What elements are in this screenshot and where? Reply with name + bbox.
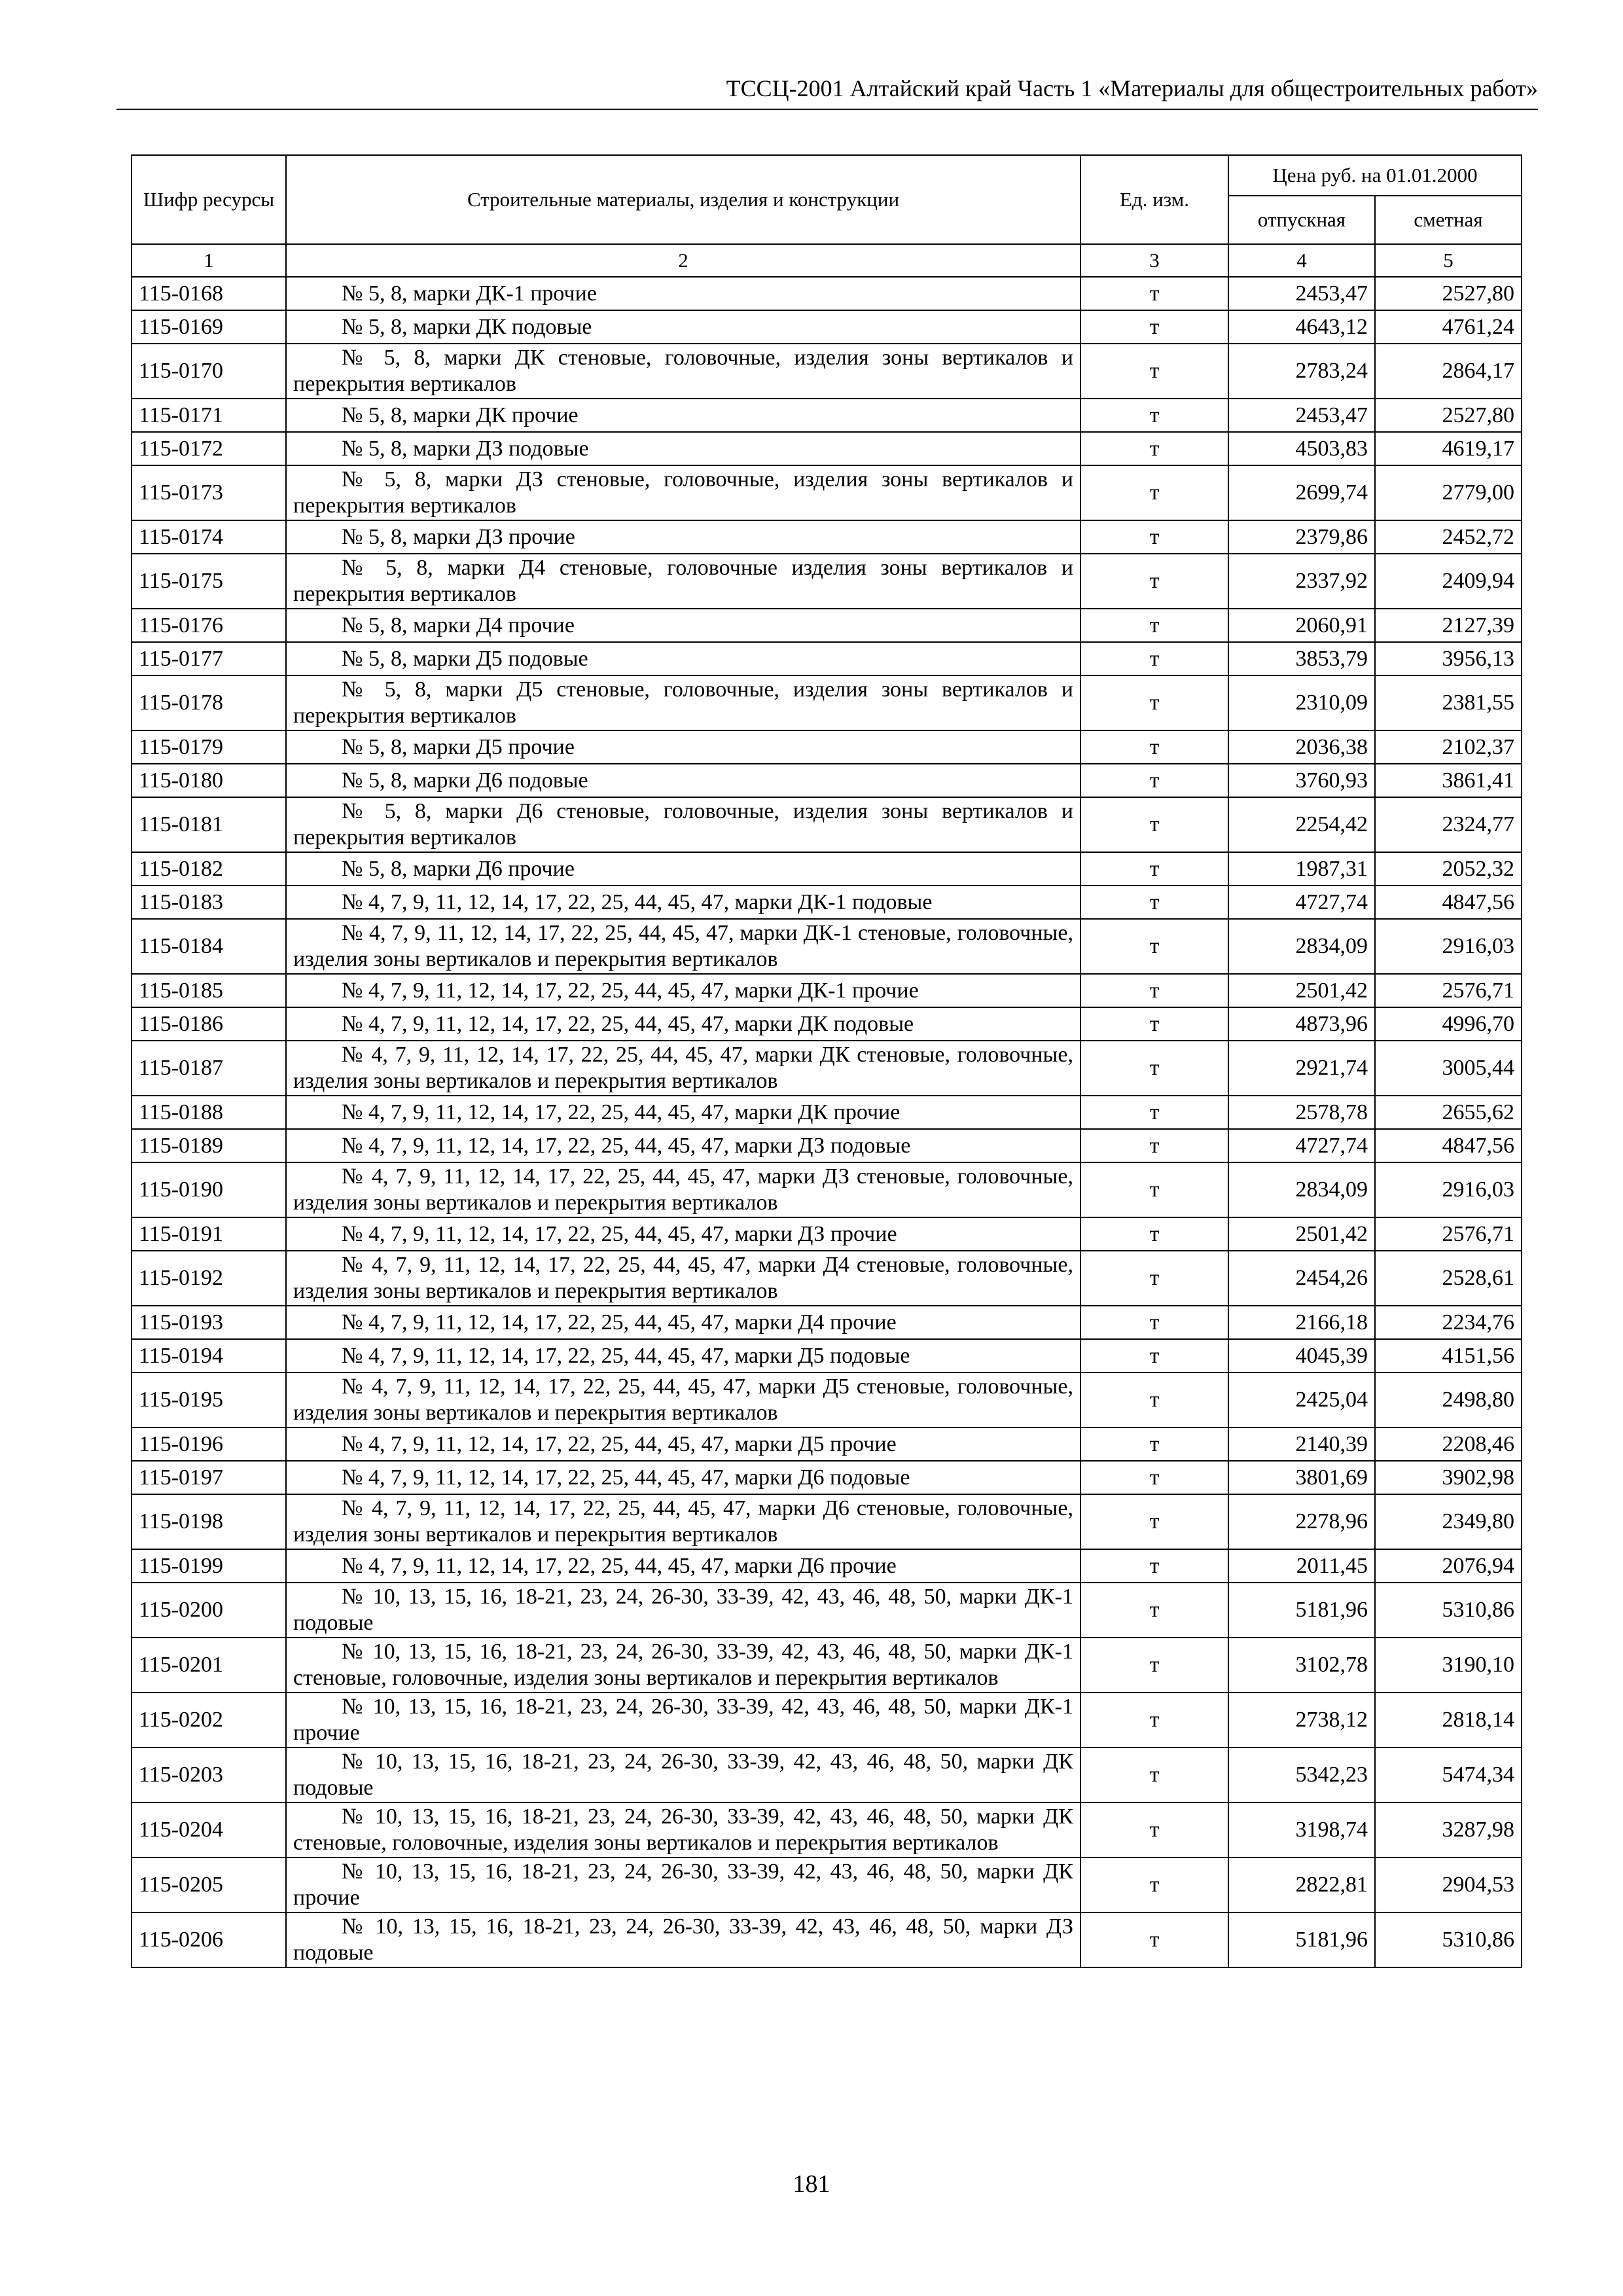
price-release: 5181,96 bbox=[1228, 1912, 1375, 1967]
table-row bbox=[132, 520, 1522, 554]
resource-code: 115-0192 bbox=[132, 1251, 286, 1306]
price-estimate: 2498,80 bbox=[1375, 1372, 1522, 1427]
unit-of-measure: т bbox=[1080, 1129, 1228, 1162]
resource-code: 115-0172 bbox=[132, 432, 286, 465]
resource-code: 115-0191 bbox=[132, 1217, 286, 1251]
material-name: № 4, 7, 9, 11, 12, 14, 17, 22, 25, 44, 45, 47, марки ДК-1 прочие bbox=[286, 974, 1080, 1007]
price-estimate: 4151,56 bbox=[1375, 1339, 1522, 1372]
resource-code: 115-0193 bbox=[132, 1306, 286, 1339]
col-header-price-release: отпускная bbox=[1228, 196, 1375, 244]
table-row bbox=[132, 1494, 1522, 1549]
price-estimate: 4761,24 bbox=[1375, 310, 1522, 344]
material-name: № 5, 8, марки ДК стеновые, головочные, изделия зоны вертикалов и перекрытия вертикалов bbox=[286, 344, 1080, 399]
table-row bbox=[132, 1129, 1522, 1162]
price-estimate: 5310,86 bbox=[1375, 1583, 1522, 1638]
price-release: 2578,78 bbox=[1228, 1096, 1375, 1129]
price-estimate: 2208,46 bbox=[1375, 1427, 1522, 1461]
price-release: 2501,42 bbox=[1228, 1217, 1375, 1251]
table-row bbox=[132, 730, 1522, 764]
resource-code: 115-0188 bbox=[132, 1096, 286, 1129]
col-header-name: Строительные материалы, изделия и конструкции bbox=[286, 155, 1080, 244]
unit-of-measure: т bbox=[1080, 1803, 1228, 1857]
material-name: № 10, 13, 15, 16, 18-21, 23, 24, 26-30, 33-39, 42, 43, 46, 48, 50, марки ДК-1 прочие bbox=[286, 1693, 1080, 1748]
resource-code: 115-0194 bbox=[132, 1339, 286, 1372]
table-row bbox=[132, 1306, 1522, 1339]
price-release: 2783,24 bbox=[1228, 344, 1375, 399]
price-estimate: 2349,80 bbox=[1375, 1494, 1522, 1549]
material-name: № 4, 7, 9, 11, 12, 14, 17, 22, 25, 44, 45, 47, марки Д4 стеновые, головочные, изделия зоны вертикалов и перекрытия вертикалов bbox=[286, 1251, 1080, 1306]
resource-code: 115-0178 bbox=[132, 675, 286, 730]
unit-of-measure: т bbox=[1080, 310, 1228, 344]
column-number: 4 bbox=[1228, 244, 1375, 277]
price-release: 4045,39 bbox=[1228, 1339, 1375, 1372]
unit-of-measure: т bbox=[1080, 730, 1228, 764]
table-row bbox=[132, 852, 1522, 886]
price-estimate: 2916,03 bbox=[1375, 1162, 1522, 1217]
unit-of-measure: т bbox=[1080, 432, 1228, 465]
price-release: 2337,92 bbox=[1228, 554, 1375, 609]
resource-code: 115-0197 bbox=[132, 1461, 286, 1494]
unit-of-measure: т bbox=[1080, 1857, 1228, 1912]
material-name: № 5, 8, марки Д5 стеновые, головочные, изделия зоны вертикалов и перекрытия вертикалов bbox=[286, 675, 1080, 730]
material-name: № 4, 7, 9, 11, 12, 14, 17, 22, 25, 44, 45, 47, марки Д4 прочие bbox=[286, 1306, 1080, 1339]
column-number: 5 bbox=[1375, 244, 1522, 277]
price-estimate: 3956,13 bbox=[1375, 642, 1522, 675]
table-row bbox=[132, 1693, 1522, 1748]
material-name: № 4, 7, 9, 11, 12, 14, 17, 22, 25, 44, 45, 47, марки ДК стеновые, головочные, изделия зоны вертикалов и перекрытия вертикалов bbox=[286, 1041, 1080, 1096]
price-release: 4643,12 bbox=[1228, 310, 1375, 344]
table-row bbox=[132, 1096, 1522, 1129]
price-table bbox=[131, 154, 1522, 1968]
material-name: № 10, 13, 15, 16, 18-21, 23, 24, 26-30, 33-39, 42, 43, 46, 48, 50, марки ДК подовые bbox=[286, 1748, 1080, 1803]
material-name: № 4, 7, 9, 11, 12, 14, 17, 22, 25, 44, 45, 47, марки ДК подовые bbox=[286, 1007, 1080, 1041]
price-estimate: 2452,72 bbox=[1375, 520, 1522, 554]
material-name: № 4, 7, 9, 11, 12, 14, 17, 22, 25, 44, 45, 47, марки ДК-1 стеновые, головочные, изделия зоны вертикалов и перекрытия вертикалов bbox=[286, 919, 1080, 974]
resource-code: 115-0168 bbox=[132, 277, 286, 310]
unit-of-measure: т bbox=[1080, 1041, 1228, 1096]
price-release: 3198,74 bbox=[1228, 1803, 1375, 1857]
material-name: № 4, 7, 9, 11, 12, 14, 17, 22, 25, 44, 45, 47, марки Д6 прочие bbox=[286, 1549, 1080, 1583]
price-estimate: 2076,94 bbox=[1375, 1549, 1522, 1583]
unit-of-measure: т bbox=[1080, 886, 1228, 919]
column-number: 3 bbox=[1080, 244, 1228, 277]
table-row bbox=[132, 1372, 1522, 1427]
price-release: 2834,09 bbox=[1228, 1162, 1375, 1217]
unit-of-measure: т bbox=[1080, 1583, 1228, 1638]
price-estimate: 3287,98 bbox=[1375, 1803, 1522, 1857]
table-row bbox=[132, 1041, 1522, 1096]
price-estimate: 2576,71 bbox=[1375, 974, 1522, 1007]
price-estimate: 5474,34 bbox=[1375, 1748, 1522, 1803]
price-release: 2454,26 bbox=[1228, 1251, 1375, 1306]
material-name: № 5, 8, марки Д6 прочие bbox=[286, 852, 1080, 886]
material-name: № 4, 7, 9, 11, 12, 14, 17, 22, 25, 44, 45, 47, марки Д5 стеновые, головочные, изделия зоны вертикалов и перекрытия вертикалов bbox=[286, 1372, 1080, 1427]
column-number: 1 bbox=[132, 244, 286, 277]
resource-code: 115-0205 bbox=[132, 1857, 286, 1912]
resource-code: 115-0195 bbox=[132, 1372, 286, 1427]
price-release: 2379,86 bbox=[1228, 520, 1375, 554]
table-row bbox=[132, 344, 1522, 399]
unit-of-measure: т bbox=[1080, 399, 1228, 432]
table-row bbox=[132, 399, 1522, 432]
resource-code: 115-0204 bbox=[132, 1803, 286, 1857]
unit-of-measure: т bbox=[1080, 797, 1228, 852]
price-release: 4873,96 bbox=[1228, 1007, 1375, 1041]
unit-of-measure: т bbox=[1080, 1162, 1228, 1217]
price-estimate: 2527,80 bbox=[1375, 277, 1522, 310]
price-estimate: 4619,17 bbox=[1375, 432, 1522, 465]
material-name: № 4, 7, 9, 11, 12, 14, 17, 22, 25, 44, 45, 47, марки Д6 стеновые, головочные, изделия зоны вертикалов и перекрытия вертикалов bbox=[286, 1494, 1080, 1549]
price-estimate: 2916,03 bbox=[1375, 919, 1522, 974]
material-name: № 5, 8, марки ДК-1 прочие bbox=[286, 277, 1080, 310]
table-row bbox=[132, 1461, 1522, 1494]
resource-code: 115-0185 bbox=[132, 974, 286, 1007]
material-name: № 4, 7, 9, 11, 12, 14, 17, 22, 25, 44, 45, 47, марки ДК-1 подовые bbox=[286, 886, 1080, 919]
resource-code: 115-0187 bbox=[132, 1041, 286, 1096]
table-header bbox=[132, 155, 1522, 277]
resource-code: 115-0199 bbox=[132, 1549, 286, 1583]
material-name: № 4, 7, 9, 11, 12, 14, 17, 22, 25, 44, 45, 47, марки Д5 подовые bbox=[286, 1339, 1080, 1372]
resource-code: 115-0180 bbox=[132, 764, 286, 797]
price-release: 2278,96 bbox=[1228, 1494, 1375, 1549]
unit-of-measure: т bbox=[1080, 520, 1228, 554]
price-estimate: 4847,56 bbox=[1375, 886, 1522, 919]
material-name: № 5, 8, марки Д4 стеновые, головочные изделия зоны вертикалов и перекрытия вертикалов bbox=[286, 554, 1080, 609]
price-estimate: 4847,56 bbox=[1375, 1129, 1522, 1162]
table-row bbox=[132, 1217, 1522, 1251]
price-release: 2140,39 bbox=[1228, 1427, 1375, 1461]
price-release: 2501,42 bbox=[1228, 974, 1375, 1007]
material-name: № 5, 8, марки ДЗ стеновые, головочные, изделия зоны вертикалов и перекрытия вертикалов bbox=[286, 465, 1080, 520]
page-header bbox=[116, 72, 1538, 110]
unit-of-measure: т bbox=[1080, 1693, 1228, 1748]
material-name: № 4, 7, 9, 11, 12, 14, 17, 22, 25, 44, 45, 47, марки ДЗ прочие bbox=[286, 1217, 1080, 1251]
resource-code: 115-0173 bbox=[132, 465, 286, 520]
unit-of-measure: т bbox=[1080, 1007, 1228, 1041]
unit-of-measure: т bbox=[1080, 1251, 1228, 1306]
unit-of-measure: т bbox=[1080, 974, 1228, 1007]
table-row bbox=[132, 432, 1522, 465]
table-row bbox=[132, 797, 1522, 852]
resource-code: 115-0189 bbox=[132, 1129, 286, 1162]
resource-code: 115-0169 bbox=[132, 310, 286, 344]
resource-code: 115-0171 bbox=[132, 399, 286, 432]
table-row bbox=[132, 1427, 1522, 1461]
table-row bbox=[132, 974, 1522, 1007]
price-estimate: 2779,00 bbox=[1375, 465, 1522, 520]
price-release: 2310,09 bbox=[1228, 675, 1375, 730]
table-row bbox=[132, 1549, 1522, 1583]
unit-of-measure: т bbox=[1080, 465, 1228, 520]
table-row bbox=[132, 1912, 1522, 1967]
table-row bbox=[132, 310, 1522, 344]
material-name: № 10, 13, 15, 16, 18-21, 23, 24, 26-30, 33-39, 42, 43, 46, 48, 50, марки ДК-1 стеновые, головочные, изделия зоны вертикалов и перекрытия вертикалов bbox=[286, 1638, 1080, 1693]
price-estimate: 3861,41 bbox=[1375, 764, 1522, 797]
price-estimate: 4996,70 bbox=[1375, 1007, 1522, 1041]
resource-code: 115-0206 bbox=[132, 1912, 286, 1967]
material-name: № 4, 7, 9, 11, 12, 14, 17, 22, 25, 44, 45, 47, марки Д6 подовые bbox=[286, 1461, 1080, 1494]
unit-of-measure: т bbox=[1080, 675, 1228, 730]
col-header-unit: Ед. изм. bbox=[1080, 155, 1228, 244]
price-estimate: 2528,61 bbox=[1375, 1251, 1522, 1306]
price-release: 2834,09 bbox=[1228, 919, 1375, 974]
unit-of-measure: т bbox=[1080, 1096, 1228, 1129]
price-estimate: 3902,98 bbox=[1375, 1461, 1522, 1494]
material-name: № 10, 13, 15, 16, 18-21, 23, 24, 26-30, 33-39, 42, 43, 46, 48, 50, марки ДК стеновые, головочные, изделия зоны вертикалов и перекрытия вертикалов bbox=[286, 1803, 1080, 1857]
table-row bbox=[132, 609, 1522, 642]
table-row bbox=[132, 1007, 1522, 1041]
unit-of-measure: т bbox=[1080, 1306, 1228, 1339]
price-release: 2036,38 bbox=[1228, 730, 1375, 764]
table-row bbox=[132, 1748, 1522, 1803]
material-name: № 10, 13, 15, 16, 18-21, 23, 24, 26-30, 33-39, 42, 43, 46, 48, 50, марки ДК-1 подовые bbox=[286, 1583, 1080, 1638]
resource-code: 115-0190 bbox=[132, 1162, 286, 1217]
price-estimate: 2324,77 bbox=[1375, 797, 1522, 852]
price-estimate: 2904,53 bbox=[1375, 1857, 1522, 1912]
unit-of-measure: т bbox=[1080, 344, 1228, 399]
price-release: 2166,18 bbox=[1228, 1306, 1375, 1339]
resource-code: 115-0175 bbox=[132, 554, 286, 609]
resource-code: 115-0200 bbox=[132, 1583, 286, 1638]
price-estimate: 2576,71 bbox=[1375, 1217, 1522, 1251]
unit-of-measure: т bbox=[1080, 1912, 1228, 1967]
table-row bbox=[132, 642, 1522, 675]
price-release: 2060,91 bbox=[1228, 609, 1375, 642]
resource-code: 115-0176 bbox=[132, 609, 286, 642]
unit-of-measure: т bbox=[1080, 1427, 1228, 1461]
price-estimate: 2409,94 bbox=[1375, 554, 1522, 609]
table-row bbox=[132, 919, 1522, 974]
resource-code: 115-0174 bbox=[132, 520, 286, 554]
price-release: 5181,96 bbox=[1228, 1583, 1375, 1638]
unit-of-measure: т bbox=[1080, 642, 1228, 675]
table-row bbox=[132, 1638, 1522, 1693]
table-row bbox=[132, 675, 1522, 730]
resource-code: 115-0177 bbox=[132, 642, 286, 675]
resource-code: 115-0186 bbox=[132, 1007, 286, 1041]
price-estimate: 2234,76 bbox=[1375, 1306, 1522, 1339]
price-estimate: 2864,17 bbox=[1375, 344, 1522, 399]
resource-code: 115-0202 bbox=[132, 1693, 286, 1748]
material-name: № 4, 7, 9, 11, 12, 14, 17, 22, 25, 44, 45, 47, марки Д5 прочие bbox=[286, 1427, 1080, 1461]
price-estimate: 2052,32 bbox=[1375, 852, 1522, 886]
unit-of-measure: т bbox=[1080, 1217, 1228, 1251]
price-release: 2822,81 bbox=[1228, 1857, 1375, 1912]
unit-of-measure: т bbox=[1080, 1372, 1228, 1427]
material-name: № 4, 7, 9, 11, 12, 14, 17, 22, 25, 44, 45, 47, марки ДЗ стеновые, головочные, изделия зоны вертикалов и перекрытия вертикалов bbox=[286, 1162, 1080, 1217]
material-name: № 5, 8, марки ДЗ подовые bbox=[286, 432, 1080, 465]
price-estimate: 3190,10 bbox=[1375, 1638, 1522, 1693]
resource-code: 115-0201 bbox=[132, 1638, 286, 1693]
price-release: 2453,47 bbox=[1228, 399, 1375, 432]
price-release: 2738,12 bbox=[1228, 1693, 1375, 1748]
price-release: 1987,31 bbox=[1228, 852, 1375, 886]
price-release: 3853,79 bbox=[1228, 642, 1375, 675]
price-release: 4727,74 bbox=[1228, 886, 1375, 919]
price-release: 3801,69 bbox=[1228, 1461, 1375, 1494]
price-estimate: 2818,14 bbox=[1375, 1693, 1522, 1748]
price-release: 2011,45 bbox=[1228, 1549, 1375, 1583]
table-row bbox=[132, 1339, 1522, 1372]
price-estimate: 2381,55 bbox=[1375, 675, 1522, 730]
price-estimate: 2102,37 bbox=[1375, 730, 1522, 764]
resource-code: 115-0170 bbox=[132, 344, 286, 399]
table-row bbox=[132, 764, 1522, 797]
price-estimate: 5310,86 bbox=[1375, 1912, 1522, 1967]
unit-of-measure: т bbox=[1080, 764, 1228, 797]
price-release: 4503,83 bbox=[1228, 432, 1375, 465]
table-row bbox=[132, 1583, 1522, 1638]
material-name: № 5, 8, марки Д4 прочие bbox=[286, 609, 1080, 642]
unit-of-measure: т bbox=[1080, 1339, 1228, 1372]
material-name: № 5, 8, марки Д6 стеновые, головочные, изделия зоны вертикалов и перекрытия вертикалов bbox=[286, 797, 1080, 852]
material-name: № 10, 13, 15, 16, 18-21, 23, 24, 26-30, 33-39, 42, 43, 46, 48, 50, марки ДК прочие bbox=[286, 1857, 1080, 1912]
unit-of-measure: т bbox=[1080, 1461, 1228, 1494]
material-name: № 5, 8, марки ДК прочие bbox=[286, 399, 1080, 432]
material-name: № 5, 8, марки Д6 подовые bbox=[286, 764, 1080, 797]
material-name: № 5, 8, марки Д5 прочие bbox=[286, 730, 1080, 764]
material-name: № 10, 13, 15, 16, 18-21, 23, 24, 26-30, 33-39, 42, 43, 46, 48, 50, марки ДЗ подовые bbox=[286, 1912, 1080, 1967]
col-header-price-group: Цена руб. на 01.01.2000 bbox=[1228, 155, 1522, 196]
col-header-code: Шифр ресурсы bbox=[132, 155, 286, 244]
price-release: 2921,74 bbox=[1228, 1041, 1375, 1096]
price-estimate: 2655,62 bbox=[1375, 1096, 1522, 1129]
price-release: 4727,74 bbox=[1228, 1129, 1375, 1162]
price-release: 2254,42 bbox=[1228, 797, 1375, 852]
resource-code: 115-0203 bbox=[132, 1748, 286, 1803]
table-row bbox=[132, 1251, 1522, 1306]
resource-code: 115-0184 bbox=[132, 919, 286, 974]
unit-of-measure: т bbox=[1080, 277, 1228, 310]
price-estimate: 3005,44 bbox=[1375, 1041, 1522, 1096]
table-row bbox=[132, 1857, 1522, 1912]
column-number: 2 bbox=[286, 244, 1080, 277]
unit-of-measure: т bbox=[1080, 1748, 1228, 1803]
material-name: № 4, 7, 9, 11, 12, 14, 17, 22, 25, 44, 45, 47, марки ДК прочие bbox=[286, 1096, 1080, 1129]
document-title: ТССЦ-2001 Алтайский край Часть 1 «Материалы для общестроительных работ» bbox=[726, 75, 1538, 101]
table-row bbox=[132, 1803, 1522, 1857]
page-number: 181 bbox=[793, 2170, 830, 2198]
price-release: 2699,74 bbox=[1228, 465, 1375, 520]
unit-of-measure: т bbox=[1080, 1494, 1228, 1549]
unit-of-measure: т bbox=[1080, 554, 1228, 609]
price-release: 3102,78 bbox=[1228, 1638, 1375, 1693]
price-estimate: 2127,39 bbox=[1375, 609, 1522, 642]
resource-code: 115-0183 bbox=[132, 886, 286, 919]
resource-code: 115-0182 bbox=[132, 852, 286, 886]
column-number-row bbox=[132, 244, 1522, 277]
price-release: 3760,93 bbox=[1228, 764, 1375, 797]
resource-code: 115-0198 bbox=[132, 1494, 286, 1549]
resource-code: 115-0196 bbox=[132, 1427, 286, 1461]
resource-code: 115-0179 bbox=[132, 730, 286, 764]
price-estimate: 2527,80 bbox=[1375, 399, 1522, 432]
price-release: 2453,47 bbox=[1228, 277, 1375, 310]
unit-of-measure: т bbox=[1080, 1549, 1228, 1583]
table-row bbox=[132, 1162, 1522, 1217]
table-row bbox=[132, 277, 1522, 310]
table-body bbox=[132, 277, 1522, 1967]
material-name: № 4, 7, 9, 11, 12, 14, 17, 22, 25, 44, 45, 47, марки ДЗ подовые bbox=[286, 1129, 1080, 1162]
material-name: № 5, 8, марки Д5 подовые bbox=[286, 642, 1080, 675]
resource-code: 115-0181 bbox=[132, 797, 286, 852]
table-row bbox=[132, 886, 1522, 919]
material-name: № 5, 8, марки ДЗ прочие bbox=[286, 520, 1080, 554]
unit-of-measure: т bbox=[1080, 609, 1228, 642]
col-header-price-estimate: сметная bbox=[1375, 196, 1522, 244]
price-release: 5342,23 bbox=[1228, 1748, 1375, 1803]
table-row bbox=[132, 554, 1522, 609]
table-row bbox=[132, 465, 1522, 520]
unit-of-measure: т bbox=[1080, 852, 1228, 886]
price-release: 2425,04 bbox=[1228, 1372, 1375, 1427]
unit-of-measure: т bbox=[1080, 1638, 1228, 1693]
material-name: № 5, 8, марки ДК подовые bbox=[286, 310, 1080, 344]
unit-of-measure: т bbox=[1080, 919, 1228, 974]
